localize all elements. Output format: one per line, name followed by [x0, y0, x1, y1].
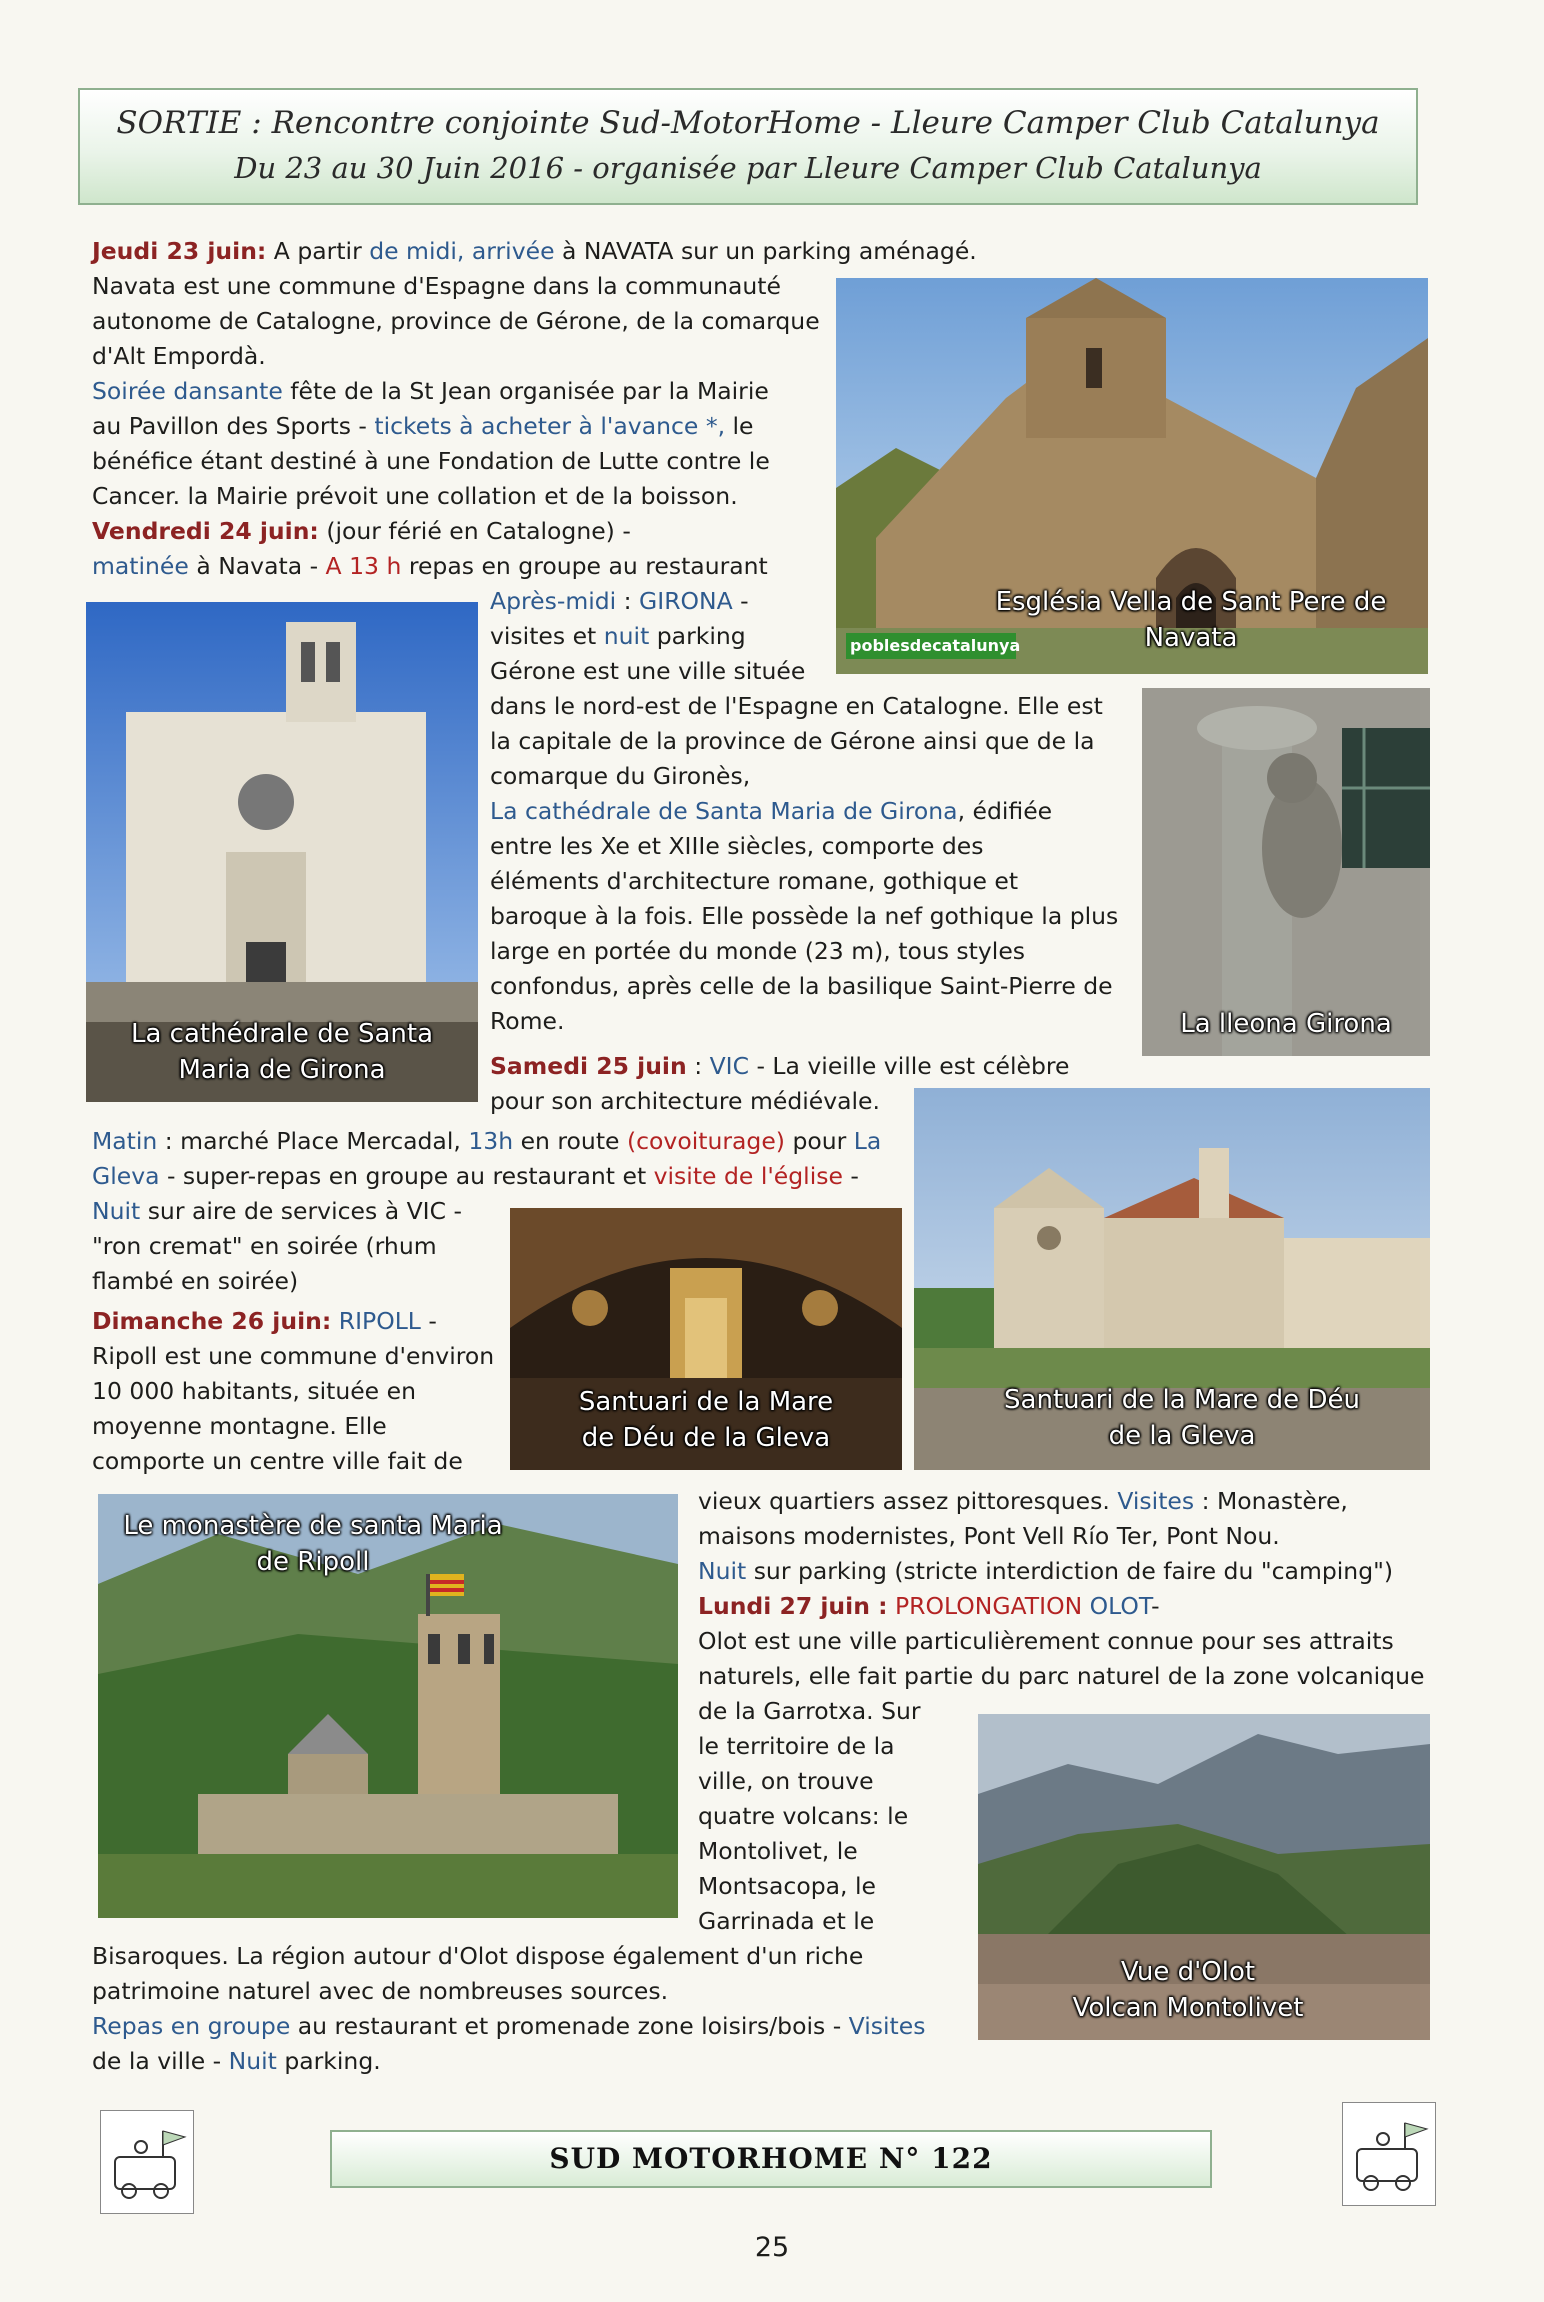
- text-line: Gérone est une ville située: [490, 657, 806, 685]
- photo-caption: La lleona Girona: [1180, 1009, 1392, 1039]
- monday-line-1: Lundi 27 juin : PROLONGATION OLOT-: [698, 1592, 1160, 1620]
- text-line: comarque du Gironès,: [490, 762, 751, 790]
- header-subtitle: Du 23 au 30 Juin 2016 - organisée par Lleure Camper Club Catalunya: [234, 151, 1262, 185]
- photo-caption: La cathédrale de Santa Maria de Girona: [131, 1019, 433, 1085]
- monday-heading: Lundi 27 juin :: [698, 1592, 888, 1620]
- gleva-exterior-photo: [914, 1088, 1430, 1470]
- text-line: d'Alt Empordà.: [92, 342, 266, 370]
- photo-caption: Santuari de la Mare de Déu de la Gleva: [1004, 1385, 1360, 1451]
- photo-caption: Vue d'Olot Volcan Montolivet: [1072, 1957, 1304, 2023]
- girona-cathedral-photo: [86, 602, 478, 1102]
- text-line: entre les Xe et XIIIe siècles, comporte des: [490, 832, 984, 860]
- text-line: Repas en groupe au restaurant et promenade zone loisirs/bois - Visites: [92, 2012, 926, 2040]
- page-number: 25: [754, 2232, 790, 2263]
- text-line: Nuit sur aire de services à VIC -: [92, 1197, 462, 1225]
- text-line: visites et nuit parking: [490, 622, 746, 650]
- saturday-heading: Samedi 25 juin: [490, 1052, 687, 1080]
- text-line: Garrinada et le: [698, 1907, 875, 1935]
- text-line: 10 000 habitants, située en: [92, 1377, 416, 1405]
- text-line: matinée à Navata - A 13 h repas en groupe au restaurant: [92, 552, 768, 580]
- text-line: la capitale de la province de Gérone ainsi que de la: [490, 727, 1095, 755]
- motorhome-logo-icon: [1343, 2103, 1435, 2205]
- thursday-line-1: Jeudi 23 juin: A partir de midi, arrivée à NAVATA sur un parking aménagé.: [92, 237, 977, 265]
- thursday-heading: Jeudi 23 juin:: [92, 237, 267, 265]
- olot-photo: [978, 1714, 1430, 2040]
- text-line: Montsacopa, le: [698, 1872, 876, 1900]
- watermark-label: poblesdecatalunya: [850, 636, 1021, 655]
- text-line: comporte un centre ville fait de: [92, 1447, 463, 1475]
- text-line: bénéfice étant destiné à une Fondation de Lutte contre le: [92, 447, 770, 475]
- text-line: patrimoine naturel avec de nombreuses sources.: [92, 1977, 669, 2005]
- text-line: Gleva - super-repas en groupe au restaurant et visite de l'église -: [92, 1162, 859, 1190]
- text-line: Matin : marché Place Mercadal, 13h en route (covoiturage) pour La: [92, 1127, 882, 1155]
- text-line: Nuit sur parking (stricte interdiction de faire du "camping"): [698, 1557, 1394, 1585]
- text-line: flambé en soirée): [92, 1267, 299, 1295]
- header-banner: [78, 88, 1418, 205]
- sunday-heading: Dimanche 26 juin:: [92, 1307, 332, 1335]
- text-line: La cathédrale de Santa Maria de Girona, édifiée: [490, 797, 1053, 825]
- text-line: Montolivet, le: [698, 1837, 858, 1865]
- text-line: naturels, elle fait partie du parc naturel de la zone volcanique: [698, 1662, 1425, 1690]
- text-line: Cancer. la Mairie prévoit une collation et de la boisson.: [92, 482, 738, 510]
- text-line: le territoire de la: [698, 1732, 895, 1760]
- text-line: Soirée dansante fête de la St Jean organisée par la Mairie: [92, 377, 769, 405]
- text-line: quatre volcans: le: [698, 1802, 909, 1830]
- text-line: au Pavillon des Sports - tickets à acheter à l'avance *, le: [92, 412, 754, 440]
- header-title: SORTIE : Rencontre conjointe Sud-MotorHome - Lleure Camper Club Catalunya: [116, 105, 1380, 141]
- text-line: moyenne montagne. Elle: [92, 1412, 387, 1440]
- club-logo-left: [100, 2110, 194, 2214]
- text-line: autonome de Catalogne, province de Gérone, de la comarque: [92, 307, 820, 335]
- ripoll-photo: [98, 1494, 678, 1918]
- text-line: de la ville - Nuit parking.: [92, 2047, 381, 2075]
- text-line: de la Garrotxa. Sur: [698, 1697, 921, 1725]
- text-line: baroque à la fois. Elle possède la nef gothique la plus: [490, 902, 1119, 930]
- text-line: "ron cremat" en soirée (rhum: [92, 1232, 437, 1260]
- photo-caption: Església Vella de Sant Pere de Navata: [995, 587, 1387, 653]
- friday-heading: Vendredi 24 juin:: [92, 517, 319, 545]
- text-line: Navata est une commune d'Espagne dans la communauté: [92, 272, 781, 300]
- lleona-image: [1142, 688, 1430, 1056]
- navata-church-photo: [836, 278, 1428, 674]
- text-line: dans le nord-est de l'Espagne en Catalogne. Elle est: [490, 692, 1103, 720]
- motorhome-logo-icon: [101, 2111, 193, 2213]
- text-line: Olot est une ville particulièrement connue pour ses attraits: [698, 1627, 1394, 1655]
- photo-caption: Le monastère de santa Maria de Ripoll: [123, 1511, 503, 1577]
- text-line: Ripoll est une commune d'environ: [92, 1342, 495, 1370]
- club-logo-right: [1342, 2102, 1436, 2206]
- magazine-footer: SUD MOTORHOME N° 122: [330, 2130, 1212, 2188]
- text-line: pour son architecture médiévale.: [490, 1087, 880, 1115]
- text-line: large en portée du monde (23 m), tous styles: [490, 937, 1026, 965]
- text-line: maisons modernistes, Pont Vell Río Ter, Pont Nou.: [698, 1522, 1280, 1550]
- gleva-interior-photo: [510, 1208, 902, 1470]
- text-line: ville, on trouve: [698, 1767, 874, 1795]
- text-line: Après-midi : GIRONA -: [490, 587, 749, 615]
- saturday-line-1: Samedi 25 juin : VIC - La vieille ville est célèbre: [490, 1052, 1070, 1080]
- text-line: Rome.: [490, 1007, 565, 1035]
- text-line: confondus, après celle de la basilique Saint-Pierre de: [490, 972, 1113, 1000]
- sunday-line-1: Dimanche 26 juin: RIPOLL -: [92, 1307, 437, 1335]
- text-line: éléments d'architecture romane, gothique et: [490, 867, 1019, 895]
- text-line: vieux quartiers assez pittoresques. Visites : Monastère,: [698, 1487, 1348, 1515]
- lleona-photo: [1142, 688, 1430, 1056]
- photo-caption: Santuari de la Mare de Déu de la Gleva: [578, 1387, 834, 1453]
- friday-line-1: Vendredi 24 juin: (jour férié en Catalogne) -: [92, 517, 631, 545]
- text-line: Bisaroques. La région autour d'Olot dispose également d'un riche: [92, 1942, 864, 1970]
